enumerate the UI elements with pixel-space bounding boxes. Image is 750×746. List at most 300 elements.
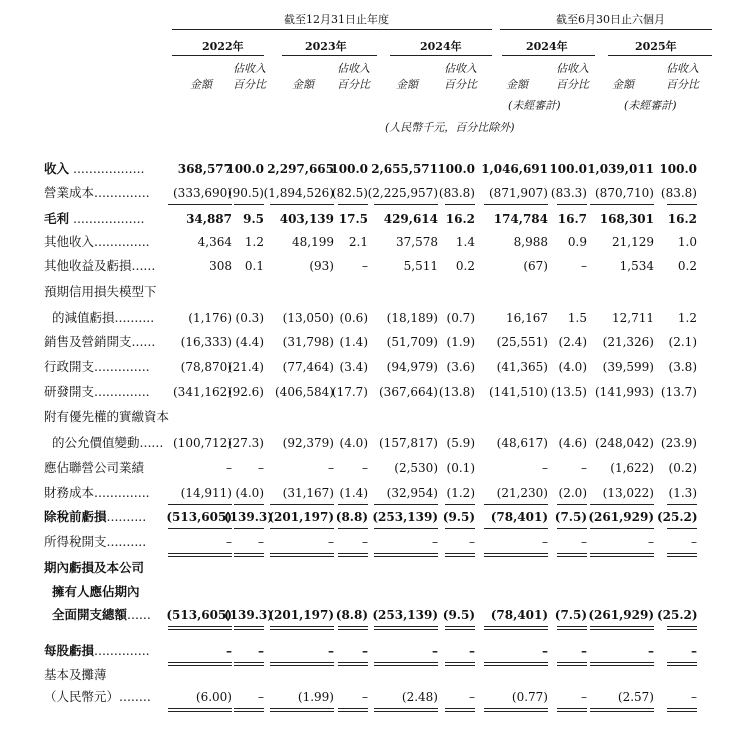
row-label-text: 其他收入 xyxy=(44,234,95,249)
pct-cell: – xyxy=(581,461,587,475)
pct-cell: – xyxy=(581,535,587,549)
leader-dots: .......... xyxy=(114,310,155,325)
pct-cell: (8.8) xyxy=(335,510,368,524)
row-label-text: 每股虧損 xyxy=(44,643,95,658)
row-label xyxy=(44,356,150,378)
amount-cell: 12,711 xyxy=(612,311,654,325)
row-label-text: 銷售及營銷開支 xyxy=(44,334,132,349)
cell-underline xyxy=(445,504,475,505)
amount-cell: (18,189) xyxy=(386,311,438,325)
amount-cell: (31,167) xyxy=(282,486,334,500)
amount-cell: (248,042) xyxy=(595,436,654,450)
amount-cell: (2,530) xyxy=(394,461,438,475)
cell-underline xyxy=(484,504,548,505)
cell-underline xyxy=(234,528,264,529)
cell-underline xyxy=(557,708,587,709)
pct-cell: – xyxy=(258,535,264,549)
pct-cell: – xyxy=(362,644,368,658)
pct-cell: – xyxy=(362,690,368,704)
cell-underline xyxy=(484,629,548,630)
amount-cell: (513,605) xyxy=(166,608,232,622)
cell-underline xyxy=(234,665,264,666)
amount-cell: (2.57) xyxy=(617,690,654,704)
row-label xyxy=(44,506,146,528)
pct-cell: (0.7) xyxy=(446,311,475,325)
year-rule xyxy=(502,55,595,56)
pct-cell: – xyxy=(362,461,368,475)
pct-cell: (4.6) xyxy=(558,436,587,450)
column-year-header: 2024年 xyxy=(526,40,568,53)
row-label xyxy=(44,664,107,686)
cell-underline xyxy=(338,556,368,557)
amount-cell: (1,176) xyxy=(188,311,232,325)
column-year-header: 2023年 xyxy=(305,40,347,53)
cell-underline xyxy=(484,662,548,663)
unaudited-note: (未經審計) xyxy=(508,99,561,112)
cell-underline xyxy=(168,528,232,529)
amount-cell: (253,139) xyxy=(372,510,438,524)
cell-underline xyxy=(667,662,697,663)
leader-dots: ........ xyxy=(119,689,151,704)
row-label-text: 附有優先權的實繳資本 xyxy=(44,409,170,424)
amount-cell: – xyxy=(432,644,438,658)
cell-underline xyxy=(667,626,697,627)
cell-underline xyxy=(234,711,264,712)
pct-cell: (0.1) xyxy=(446,461,475,475)
amount-cell: 34,887 xyxy=(186,212,232,226)
amount-cell: (341,162) xyxy=(173,385,232,399)
row-label-text: 收入 xyxy=(44,161,70,176)
cell-underline xyxy=(374,528,438,529)
fy-group-rule xyxy=(172,29,492,30)
pct-cell: – xyxy=(691,535,697,549)
cell-underline xyxy=(338,553,368,554)
cell-underline xyxy=(168,626,232,627)
leader-dots: .................. xyxy=(69,211,145,226)
cell-underline xyxy=(168,204,232,205)
cell-underline xyxy=(168,556,232,557)
row-label-text: 期內虧損及本公司 xyxy=(44,560,145,575)
cell-underline xyxy=(374,708,438,709)
amount-cell: (78,401) xyxy=(490,510,548,524)
cell-underline xyxy=(557,204,587,205)
leader-dots: .............. xyxy=(94,485,150,500)
pct-cell: (13.5) xyxy=(550,385,587,399)
cell-underline xyxy=(270,708,334,709)
pct-cell: – xyxy=(258,690,264,704)
row-label xyxy=(44,686,151,708)
row-label xyxy=(44,158,145,180)
cell-underline xyxy=(374,711,438,712)
amount-cell: (92,379) xyxy=(282,436,334,450)
cell-underline xyxy=(667,553,697,554)
amount-cell: (1,622) xyxy=(610,461,654,475)
cell-underline xyxy=(338,662,368,663)
cell-underline xyxy=(667,556,697,557)
cell-underline xyxy=(168,629,232,630)
cell-underline xyxy=(445,528,475,529)
cell-underline xyxy=(338,629,368,630)
row-label xyxy=(44,557,144,579)
cell-underline xyxy=(590,665,654,666)
leader-dots: .............. xyxy=(94,384,150,399)
pct-cell: 17.5 xyxy=(338,212,368,226)
row-label xyxy=(52,307,154,329)
pct-cell: 1.5 xyxy=(567,311,587,325)
cell-underline xyxy=(484,556,548,557)
pct-cell: (8.8) xyxy=(335,608,368,622)
row-label xyxy=(44,482,150,504)
pct-cell: (0.3) xyxy=(235,311,264,325)
row-label-text: （人民幣元） xyxy=(44,689,120,704)
pct-column-label-line2: 百分比 xyxy=(444,78,477,91)
pct-cell: 100.0 xyxy=(437,162,475,176)
pct-column-label-line1: 佔收入 xyxy=(666,62,699,75)
pct-cell: (9.5) xyxy=(442,608,475,622)
cell-underline xyxy=(484,711,548,712)
cell-underline xyxy=(557,556,587,557)
row-label xyxy=(44,208,145,230)
cell-underline xyxy=(374,553,438,554)
cell-underline xyxy=(270,665,334,666)
amount-cell: (406,584) xyxy=(275,385,334,399)
pct-cell: 1.0 xyxy=(677,235,697,249)
leader-dots: .......... xyxy=(106,534,147,549)
column-year-header: 2024年 xyxy=(420,40,462,53)
pct-cell: (23.9) xyxy=(660,436,697,450)
amount-cell: 1,046,691 xyxy=(481,162,548,176)
amount-cell: (77,464) xyxy=(282,360,334,374)
cell-underline xyxy=(484,204,548,205)
pct-cell: (5.9) xyxy=(446,436,475,450)
pct-cell: 0.2 xyxy=(455,259,475,273)
row-label xyxy=(44,531,146,553)
amount-cell: (253,139) xyxy=(372,608,438,622)
leader-dots: ...... xyxy=(131,334,156,349)
amount-cell: (14,911) xyxy=(180,486,232,500)
year-rule xyxy=(172,55,264,56)
row-label xyxy=(52,604,151,626)
amount-cell: (78,870) xyxy=(180,360,232,374)
row-label-text: 研發開支 xyxy=(44,384,95,399)
amount-cell: 37,578 xyxy=(396,235,438,249)
row-label-text: 營業成本 xyxy=(44,185,95,200)
cell-underline xyxy=(374,662,438,663)
amount-cell: (2.48) xyxy=(401,690,438,704)
pct-cell: (0.2) xyxy=(668,461,697,475)
amount-cell: 403,139 xyxy=(279,212,334,226)
cell-underline xyxy=(590,204,654,205)
amount-cell: – xyxy=(542,535,548,549)
cell-underline xyxy=(374,204,438,205)
pct-cell: 1.4 xyxy=(455,235,475,249)
year-rule xyxy=(390,55,492,56)
pct-cell: (0.6) xyxy=(339,311,368,325)
pct-cell: 1.2 xyxy=(244,235,264,249)
pct-column-label-line2: 百分比 xyxy=(666,78,699,91)
pct-column-label-line2: 百分比 xyxy=(233,78,266,91)
amount-cell: 2,655,571 xyxy=(371,162,438,176)
amount-cell: (2,225,957) xyxy=(367,186,438,200)
pct-cell: (92.6) xyxy=(227,385,264,399)
cell-underline xyxy=(445,556,475,557)
half-group-rule xyxy=(500,29,712,30)
cell-underline xyxy=(374,665,438,666)
unaudited-note: (未經審計) xyxy=(624,99,677,112)
cell-underline xyxy=(590,556,654,557)
cell-underline xyxy=(557,662,587,663)
cell-underline xyxy=(484,553,548,554)
amount-cell: (1.99) xyxy=(297,690,334,704)
cell-underline xyxy=(590,504,654,505)
cell-underline xyxy=(234,662,264,663)
pct-cell: 0.9 xyxy=(567,235,587,249)
row-label-text: 其他收益及虧損 xyxy=(44,258,132,273)
amount-cell: – xyxy=(432,535,438,549)
cell-underline xyxy=(667,708,697,709)
leader-dots: ...... xyxy=(131,258,156,273)
cell-underline xyxy=(667,629,697,630)
cell-underline xyxy=(445,553,475,554)
pct-cell: (139.3) xyxy=(224,510,273,524)
amount-cell: – xyxy=(226,461,232,475)
fy-group-title: 截至12月31日止年度 xyxy=(284,13,389,26)
pct-cell: (1.3) xyxy=(668,486,697,500)
pct-cell: – xyxy=(581,259,587,273)
pct-cell: 1.2 xyxy=(677,311,697,325)
cell-underline xyxy=(338,626,368,627)
row-label xyxy=(44,331,155,353)
pct-cell: (7.5) xyxy=(554,608,587,622)
cell-underline xyxy=(270,711,334,712)
pct-cell: (17.7) xyxy=(331,385,368,399)
amount-cell: (871,907) xyxy=(489,186,548,200)
amount-cell: (201,197) xyxy=(268,510,334,524)
cell-underline xyxy=(374,556,438,557)
cell-underline xyxy=(445,629,475,630)
cell-underline xyxy=(168,504,232,505)
pct-cell: (3.8) xyxy=(668,360,697,374)
cell-underline xyxy=(234,629,264,630)
pct-cell: (9.5) xyxy=(442,510,475,524)
leader-dots: ...... xyxy=(127,607,151,622)
amount-cell: (31,798) xyxy=(282,335,334,349)
amount-cell: 368,577 xyxy=(177,162,232,176)
cell-underline xyxy=(557,629,587,630)
pct-cell: – xyxy=(362,259,368,273)
row-label xyxy=(44,255,155,277)
amount-column-label: 金額 xyxy=(292,78,314,91)
cell-underline xyxy=(374,629,438,630)
row-label xyxy=(44,640,150,662)
row-label-text: 行政開支 xyxy=(44,359,95,374)
pct-cell: (1.4) xyxy=(339,486,368,500)
cell-underline xyxy=(270,626,334,627)
pct-cell: – xyxy=(691,690,697,704)
amount-cell: (100,712) xyxy=(173,436,232,450)
cell-underline xyxy=(338,665,368,666)
cell-underline xyxy=(168,662,232,663)
cell-underline xyxy=(484,626,548,627)
row-label-text: 應佔聯營公司業績 xyxy=(44,460,145,475)
cell-underline xyxy=(168,711,232,712)
half-year-group-title: 截至6月30日止六個月 xyxy=(556,13,665,26)
cell-underline xyxy=(445,662,475,663)
amount-cell: (16,333) xyxy=(180,335,232,349)
cell-underline xyxy=(557,711,587,712)
cell-underline xyxy=(445,711,475,712)
leader-dots: .............. xyxy=(94,643,150,658)
cell-underline xyxy=(270,556,334,557)
amount-cell: – xyxy=(328,535,334,549)
pct-cell: (139.3) xyxy=(224,608,273,622)
cell-underline xyxy=(667,204,697,205)
amount-column-label: 金額 xyxy=(396,78,418,91)
amount-cell: (39,599) xyxy=(602,360,654,374)
amount-cell: (6.00) xyxy=(195,690,232,704)
pct-cell: (25.2) xyxy=(657,510,698,524)
amount-cell: – xyxy=(328,644,334,658)
amount-cell: (513,605) xyxy=(166,510,232,524)
cell-underline xyxy=(270,528,334,529)
cell-underline xyxy=(557,528,587,529)
pct-cell: (83.3) xyxy=(550,186,587,200)
cell-underline xyxy=(445,665,475,666)
amount-cell: (13,050) xyxy=(282,311,334,325)
cell-underline xyxy=(234,556,264,557)
amount-cell: 174,784 xyxy=(493,212,548,226)
pct-cell: (90.5) xyxy=(227,186,264,200)
pct-cell: 16.7 xyxy=(557,212,587,226)
year-rule xyxy=(282,55,377,56)
cell-underline xyxy=(270,204,334,205)
row-label-text: 預期信用損失模型下 xyxy=(44,284,157,299)
amount-cell: (1,894,526) xyxy=(263,186,334,200)
pct-cell: 100.0 xyxy=(330,162,368,176)
amount-cell: (201,197) xyxy=(268,608,334,622)
leader-dots: .................. xyxy=(69,161,145,176)
pct-cell: (4.0) xyxy=(558,360,587,374)
pct-cell: – xyxy=(469,535,475,549)
amount-cell: – xyxy=(648,535,654,549)
pct-cell: (83.8) xyxy=(438,186,475,200)
pct-column-label-line1: 佔收入 xyxy=(337,62,370,75)
pct-cell: – xyxy=(691,644,697,658)
row-label xyxy=(44,281,157,303)
amount-cell: (94,979) xyxy=(386,360,438,374)
amount-cell: 2,297,665 xyxy=(267,162,334,176)
pct-cell: (21.4) xyxy=(227,360,264,374)
amount-column-label: 金額 xyxy=(612,78,634,91)
amount-cell: 5,511 xyxy=(403,259,438,273)
cell-underline xyxy=(590,708,654,709)
pct-cell: (2.0) xyxy=(558,486,587,500)
cell-underline xyxy=(445,626,475,627)
pct-cell: 100.0 xyxy=(226,162,264,176)
leader-dots: .......... xyxy=(106,509,147,524)
row-label-text: 的公允價值變動 xyxy=(52,435,140,450)
cell-underline xyxy=(484,708,548,709)
column-year-header: 2025年 xyxy=(635,40,677,53)
cell-underline xyxy=(270,662,334,663)
cell-underline xyxy=(168,665,232,666)
pct-cell: 0.2 xyxy=(677,259,697,273)
cell-underline xyxy=(557,665,587,666)
amount-cell: 168,301 xyxy=(599,212,654,226)
amount-cell: – xyxy=(542,461,548,475)
amount-cell: 16,167 xyxy=(506,311,548,325)
cell-underline xyxy=(590,629,654,630)
pct-cell: 16.2 xyxy=(445,212,475,226)
cell-underline xyxy=(168,553,232,554)
pct-cell: (2.4) xyxy=(558,335,587,349)
pct-cell: 100.0 xyxy=(659,162,697,176)
amount-cell: 4,364 xyxy=(197,235,232,249)
row-label-text: 毛利 xyxy=(44,211,70,226)
cell-underline xyxy=(667,711,697,712)
cell-underline xyxy=(338,204,368,205)
pct-cell: (13.8) xyxy=(438,385,475,399)
cell-underline xyxy=(590,553,654,554)
row-label-text: 擁有人應佔期內 xyxy=(52,584,140,599)
pct-cell: (82.5) xyxy=(331,186,368,200)
cell-underline xyxy=(667,528,697,529)
amount-column-label: 金額 xyxy=(190,78,212,91)
amount-cell: (333,690) xyxy=(173,186,232,200)
cell-underline xyxy=(374,626,438,627)
column-year-header: 2022年 xyxy=(202,40,244,53)
amount-cell: (141,510) xyxy=(489,385,548,399)
amount-cell: – xyxy=(648,644,654,658)
row-label-text: 的減值虧損 xyxy=(52,310,115,325)
pct-cell: (4.0) xyxy=(235,486,264,500)
cell-underline xyxy=(590,528,654,529)
pct-cell: (1.2) xyxy=(446,486,475,500)
amount-cell: (141,993) xyxy=(595,385,654,399)
row-label xyxy=(44,381,150,403)
row-label-text: 除稅前虧損 xyxy=(44,509,107,524)
amount-cell: (157,817) xyxy=(379,436,438,450)
amount-cell: (13,022) xyxy=(602,486,654,500)
amount-cell: (261,929) xyxy=(588,608,654,622)
cell-underline xyxy=(374,504,438,505)
pct-cell: (25.2) xyxy=(657,608,698,622)
amount-cell: (78,401) xyxy=(490,608,548,622)
amount-cell: 21,129 xyxy=(612,235,654,249)
cell-underline xyxy=(234,708,264,709)
amount-cell: – xyxy=(226,535,232,549)
cell-underline xyxy=(557,626,587,627)
pct-column-label-line1: 佔收入 xyxy=(233,62,266,75)
pct-cell: 100.0 xyxy=(549,162,587,176)
pct-cell: (7.5) xyxy=(554,510,587,524)
cell-underline xyxy=(338,711,368,712)
leader-dots: ...... xyxy=(139,435,164,450)
amount-cell: (21,326) xyxy=(602,335,654,349)
pct-cell: – xyxy=(258,461,264,475)
unit-note: (人民幣千元，百分比除外) xyxy=(385,121,515,134)
cell-underline xyxy=(484,665,548,666)
amount-cell: (51,709) xyxy=(386,335,438,349)
amount-cell: (93) xyxy=(309,259,334,273)
amount-cell: (261,929) xyxy=(588,510,654,524)
cell-underline xyxy=(590,626,654,627)
pct-cell: (13.7) xyxy=(660,385,697,399)
cell-underline xyxy=(445,204,475,205)
amount-cell: (0.77) xyxy=(511,690,548,704)
row-label-text: 所得稅開支 xyxy=(44,534,107,549)
pct-column-label-line1: 佔收入 xyxy=(556,62,589,75)
